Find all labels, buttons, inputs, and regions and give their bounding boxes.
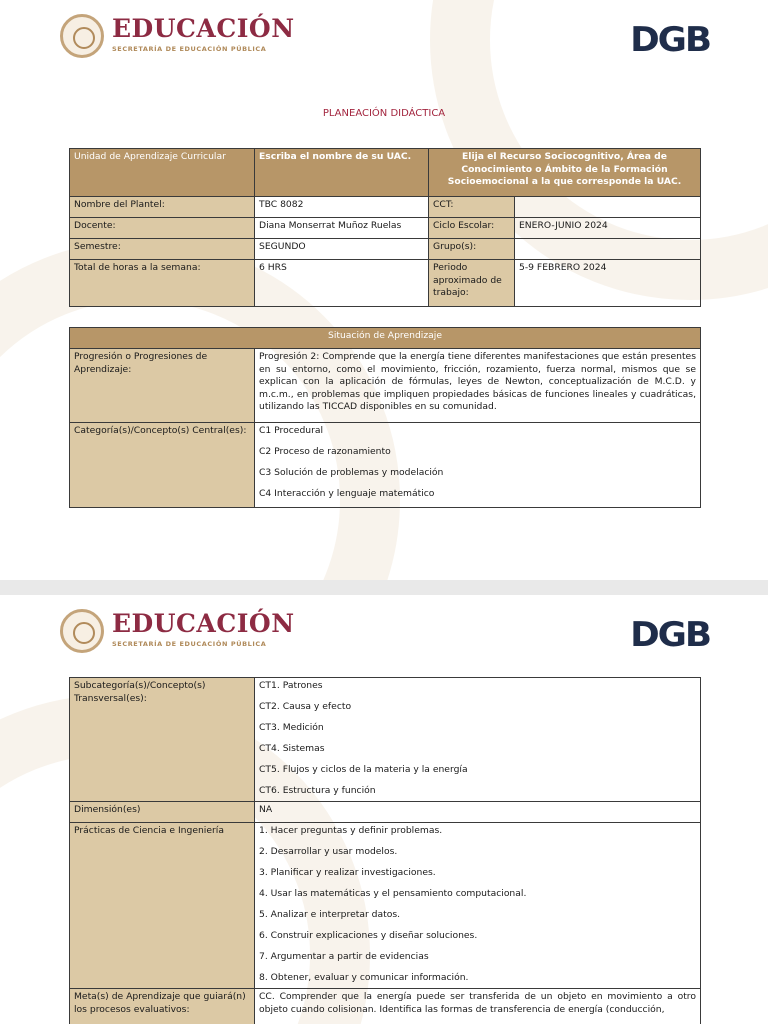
list-item: 7. Argumentar a partir de evidencias (259, 951, 429, 962)
general-info-table (69, 148, 701, 307)
list-item: 3. Planificar y realizar investigaciones. (259, 867, 436, 878)
progresion-label: Progresión o Progresiones de Aprendizaje: (70, 349, 255, 423)
uac-label: Unidad de Aprendizaje Curricular (70, 149, 255, 197)
dgb-logo: DGB (630, 20, 710, 60)
list-item: 2. Desarrollar y usar modelos. (259, 846, 398, 857)
docente-label: Docente: (70, 218, 255, 239)
meta-value: CC. Comprender que la energía puede ser transferida de un objeto en movimiento a otro objeto cuando colisionan. Identifica las formas de transferencia de energía (conducción, (255, 989, 701, 1024)
brand-subtitle: SECRETARÍA DE EDUCACIÓN PÚBLICA (112, 45, 267, 53)
docente-value: Diana Monserrat Muñoz Ruelas (255, 218, 429, 239)
recurso-value-field[interactable]: Elija el Recurso Sociocognitivo, Área de Conocimiento o Ámbito de la Formación Socioemocional a la que corresponde la UAC. (429, 149, 701, 197)
brand-title: EDUCACIÓN (112, 609, 295, 638)
grupo-label: Grupo(s): (429, 239, 515, 260)
subcategoria-list (255, 678, 701, 802)
document-title: PLANEACIÓN DIDÁCTICA (322, 108, 446, 119)
dimension-value: NA (255, 802, 701, 823)
list-item: CT5. Flujos y ciclos de la materia y la energía (259, 764, 468, 775)
list-item: CT6. Estructura y función (259, 785, 376, 796)
practicas-list (255, 823, 701, 989)
subcategoria-label: Subcategoría(s)/Concepto(s) Transversal(es): (70, 678, 255, 802)
list-item: CT3. Medición (259, 722, 324, 733)
list-item: C1 Procedural (259, 425, 324, 436)
national-seal-icon (60, 609, 104, 653)
list-item: C3 Solución de problemas y modelación (259, 467, 444, 478)
dimension-label: Dimensión(es) (70, 802, 255, 823)
semestre-label: Semestre: (70, 239, 255, 260)
uac-value-field[interactable]: Escriba el nombre de su UAC. (255, 149, 429, 197)
list-item: 8. Obtener, evaluar y comunicar información. (259, 972, 469, 983)
page-separator (0, 580, 768, 595)
curricular-elements-table (69, 677, 701, 1024)
progresion-value: Progresión 2: Comprende que la energía tiene diferentes manifestaciones que están presentes en su entorno, como el movimiento, fricción, rozamiento, fuerza normal, mismos que se explican con la aplicación de fórmulas, leyes de Newton, conceptualización de M.C.D. y m.c.m., en problemas que impliquen propiedades básicas de funciones lineales y cuadráticas, utilizando las TICCAD disponibles en su comunidad. (255, 349, 701, 423)
list-item: 6. Construir explicaciones y diseñar soluciones. (259, 930, 478, 941)
cct-label: CCT: (429, 197, 515, 218)
periodo-label: Periodo aproximado de trabajo: (429, 260, 515, 307)
categoria-list (255, 423, 701, 508)
plantel-value: TBC 8082 (255, 197, 429, 218)
horas-label: Total de horas a la semana: (70, 260, 255, 307)
horas-value: 6 HRS (255, 260, 429, 307)
periodo-value: 5-9 FEBRERO 2024 (515, 260, 701, 307)
cct-value (515, 197, 701, 218)
ciclo-value: ENERO-JUNIO 2024 (515, 218, 701, 239)
list-item: 1. Hacer preguntas y definir problemas. (259, 825, 443, 836)
list-item: CT4. Sistemas (259, 743, 325, 754)
national-seal-icon (60, 14, 104, 58)
situacion-aprendizaje-table (69, 327, 701, 508)
practicas-label: Prácticas de Ciencia e Ingeniería (70, 823, 255, 989)
list-item: 4. Usar las matemáticas y el pensamiento computacional. (259, 888, 527, 899)
dgb-logo: DGB (630, 615, 710, 655)
document-page-2 (0, 595, 768, 1024)
situacion-title: Situación de Aprendizaje (70, 328, 701, 349)
list-item: C4 Interacción y lenguaje matemático (259, 488, 435, 499)
list-item: 5. Analizar e interpretar datos. (259, 909, 401, 920)
semestre-value: SEGUNDO (255, 239, 429, 260)
grupo-value (515, 239, 701, 260)
ciclo-label: Ciclo Escolar: (429, 218, 515, 239)
plantel-label: Nombre del Plantel: (70, 197, 255, 218)
meta-label: Meta(s) de Aprendizaje que guiará(n) los procesos evaluativos: (70, 989, 255, 1024)
categoria-label: Categoría(s)/Concepto(s) Central(es): (70, 423, 255, 508)
page-header (60, 607, 708, 655)
brand-title: EDUCACIÓN (112, 14, 295, 43)
list-item: CT2. Causa y efecto (259, 701, 352, 712)
list-item: C2 Proceso de razonamiento (259, 446, 391, 457)
list-item: CT1. Patrones (259, 680, 323, 691)
page-header (60, 12, 708, 60)
brand-subtitle: SECRETARÍA DE EDUCACIÓN PÚBLICA (112, 640, 267, 648)
